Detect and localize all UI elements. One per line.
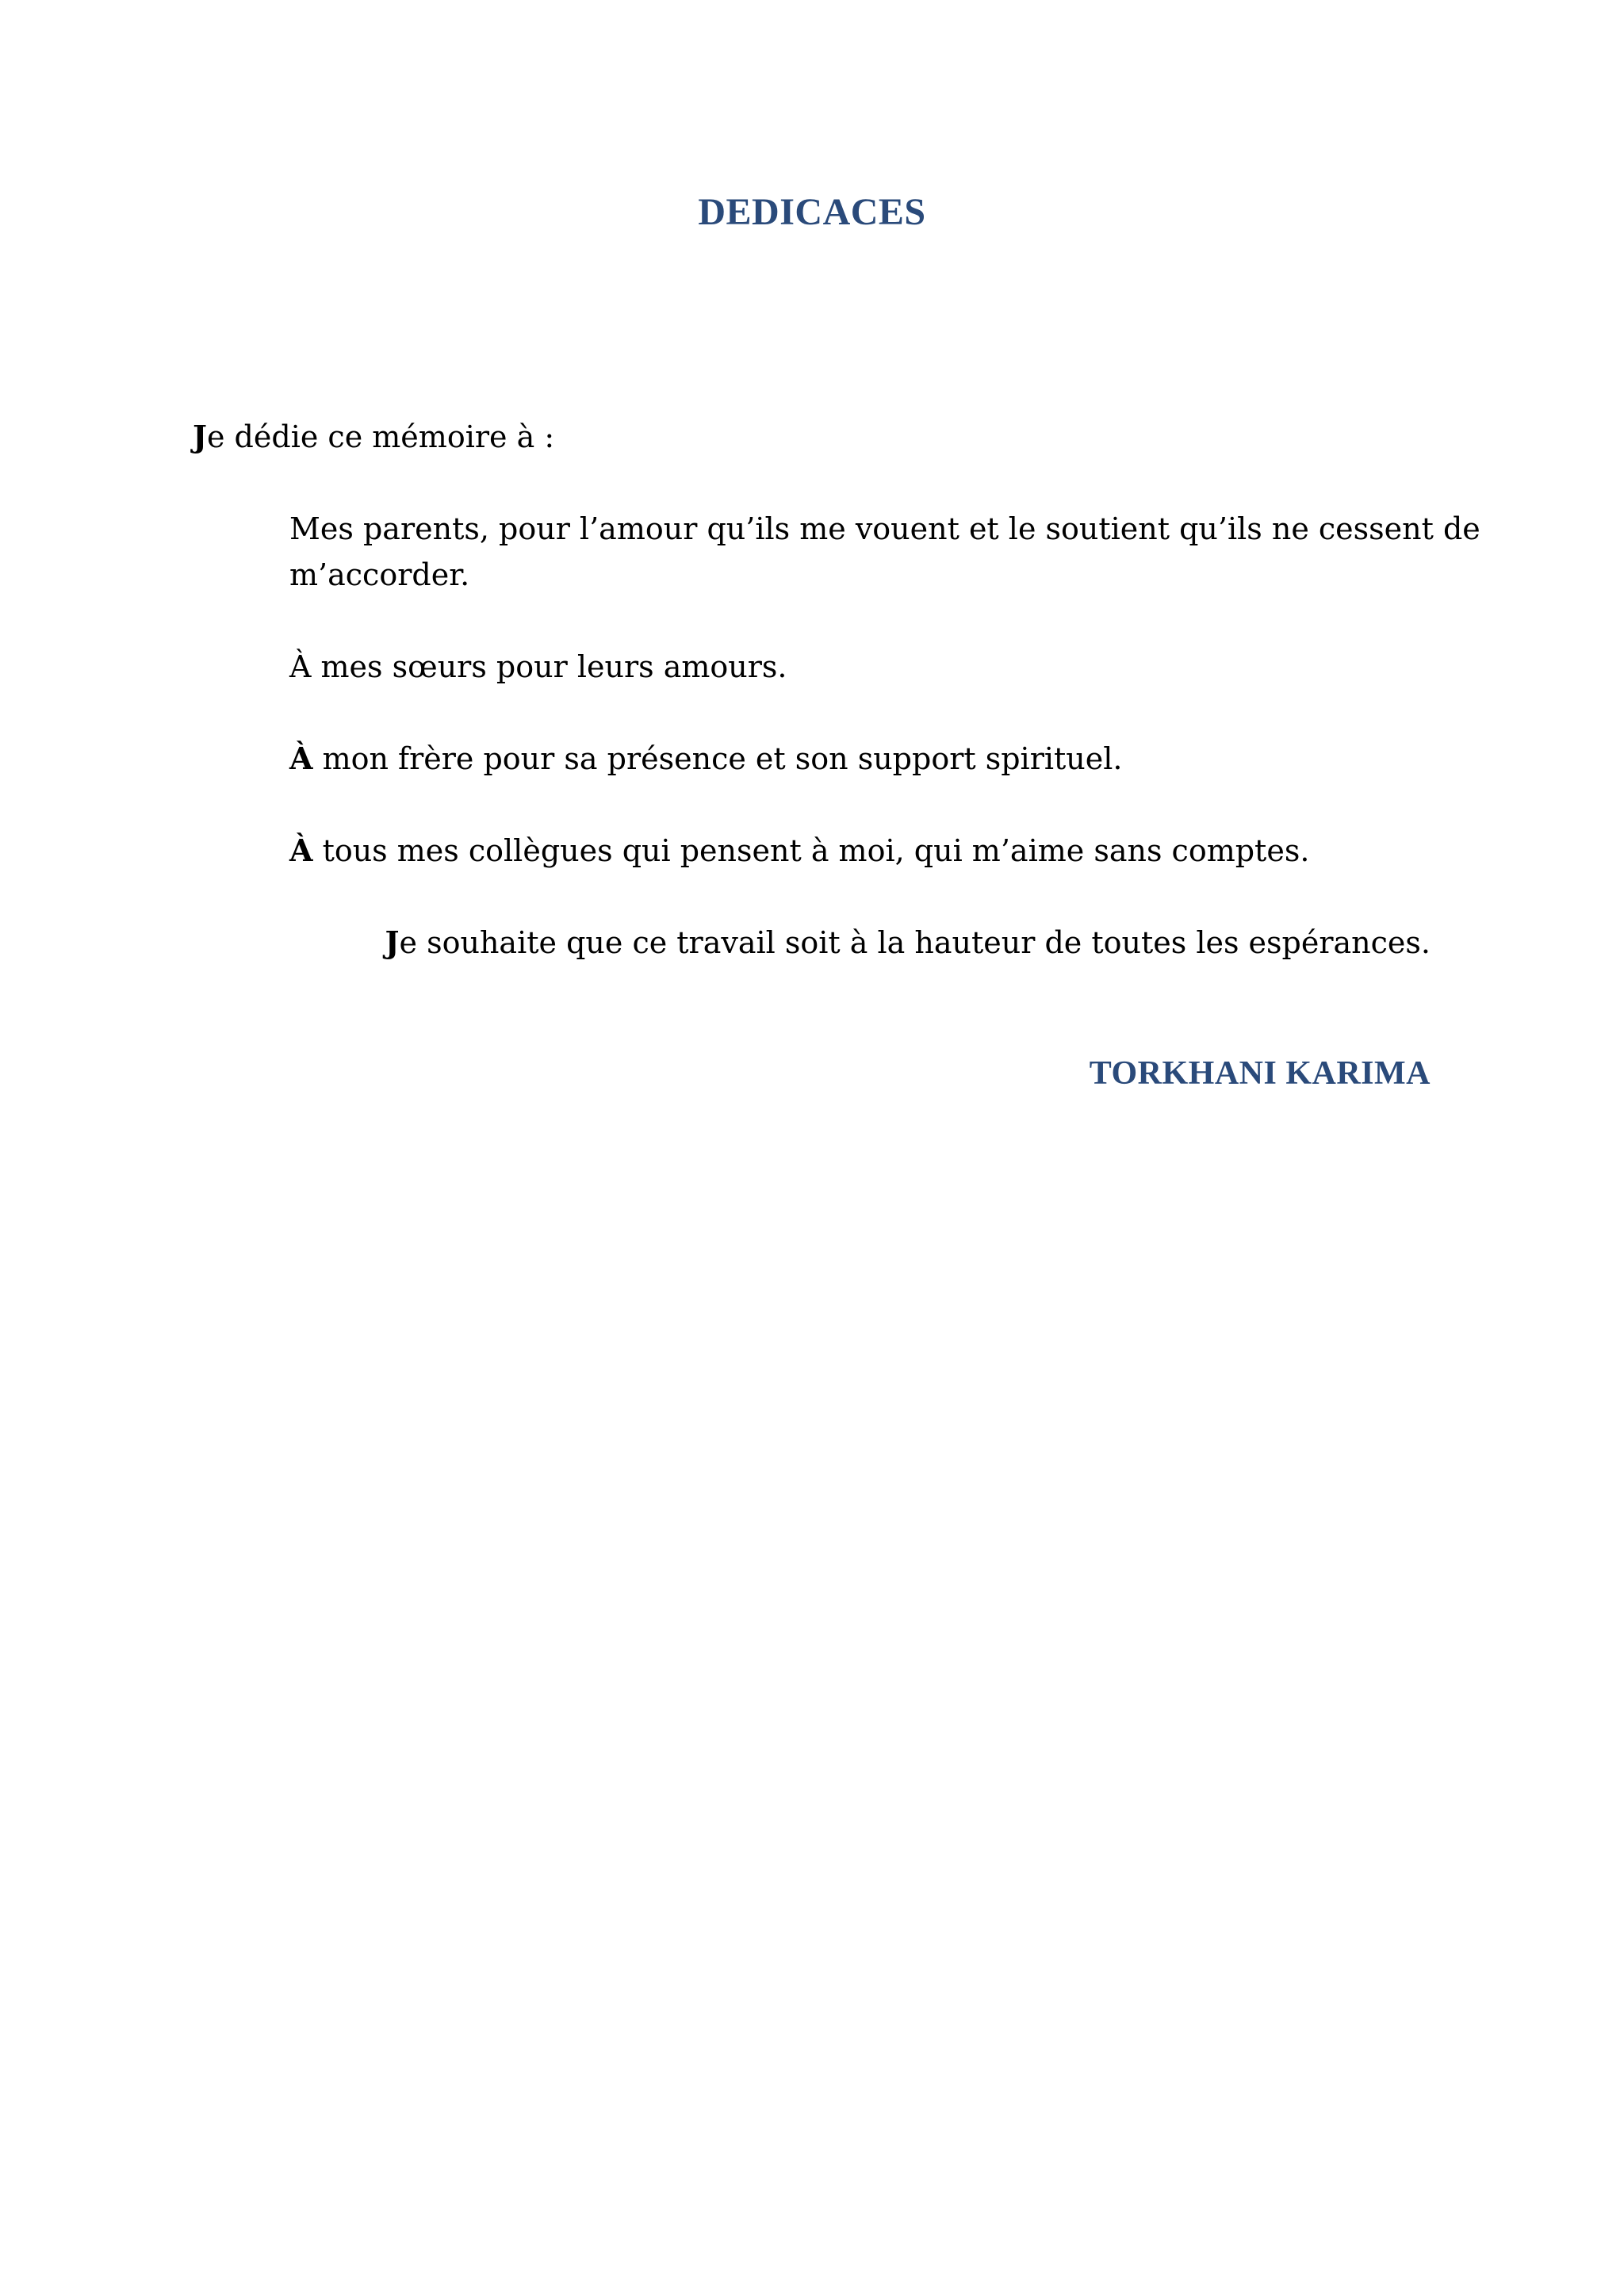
closing-initial: J [385, 924, 400, 960]
paragraph-line: mon frère pour sa présence et son support spirituel. [312, 741, 1123, 776]
dedication-paragraph-parents [289, 506, 1480, 598]
dedication-paragraph-brother [289, 736, 1122, 782]
paragraph-line: m’accorder. [289, 557, 470, 592]
dedication-paragraph-sisters [289, 644, 787, 690]
closing-line [385, 920, 1431, 966]
paragraph-line: Mes parents, pour l’amour qu’ils me vouent et le soutient qu’ils ne cessent de [289, 511, 1480, 546]
paragraph-initial: À [289, 740, 313, 776]
dedication-paragraph-colleagues [289, 828, 1309, 874]
closing-text: e souhaite que ce travail soit à la hauteur de toutes les espérances. [399, 925, 1431, 960]
intro-initial: J [193, 419, 207, 454]
page-title: DEDICACES [698, 191, 926, 233]
intro-line [193, 414, 554, 460]
paragraph-initial: À [289, 832, 313, 868]
paragraph-line: tous mes collègues qui pensent à moi, qui m’aime sans comptes. [312, 833, 1310, 868]
author-signature: TORKHANI KARIMA [1089, 1055, 1431, 1092]
intro-text: e dédie ce mémoire à : [206, 419, 555, 454]
paragraph-line: À mes sœurs pour leurs amours. [289, 649, 787, 684]
